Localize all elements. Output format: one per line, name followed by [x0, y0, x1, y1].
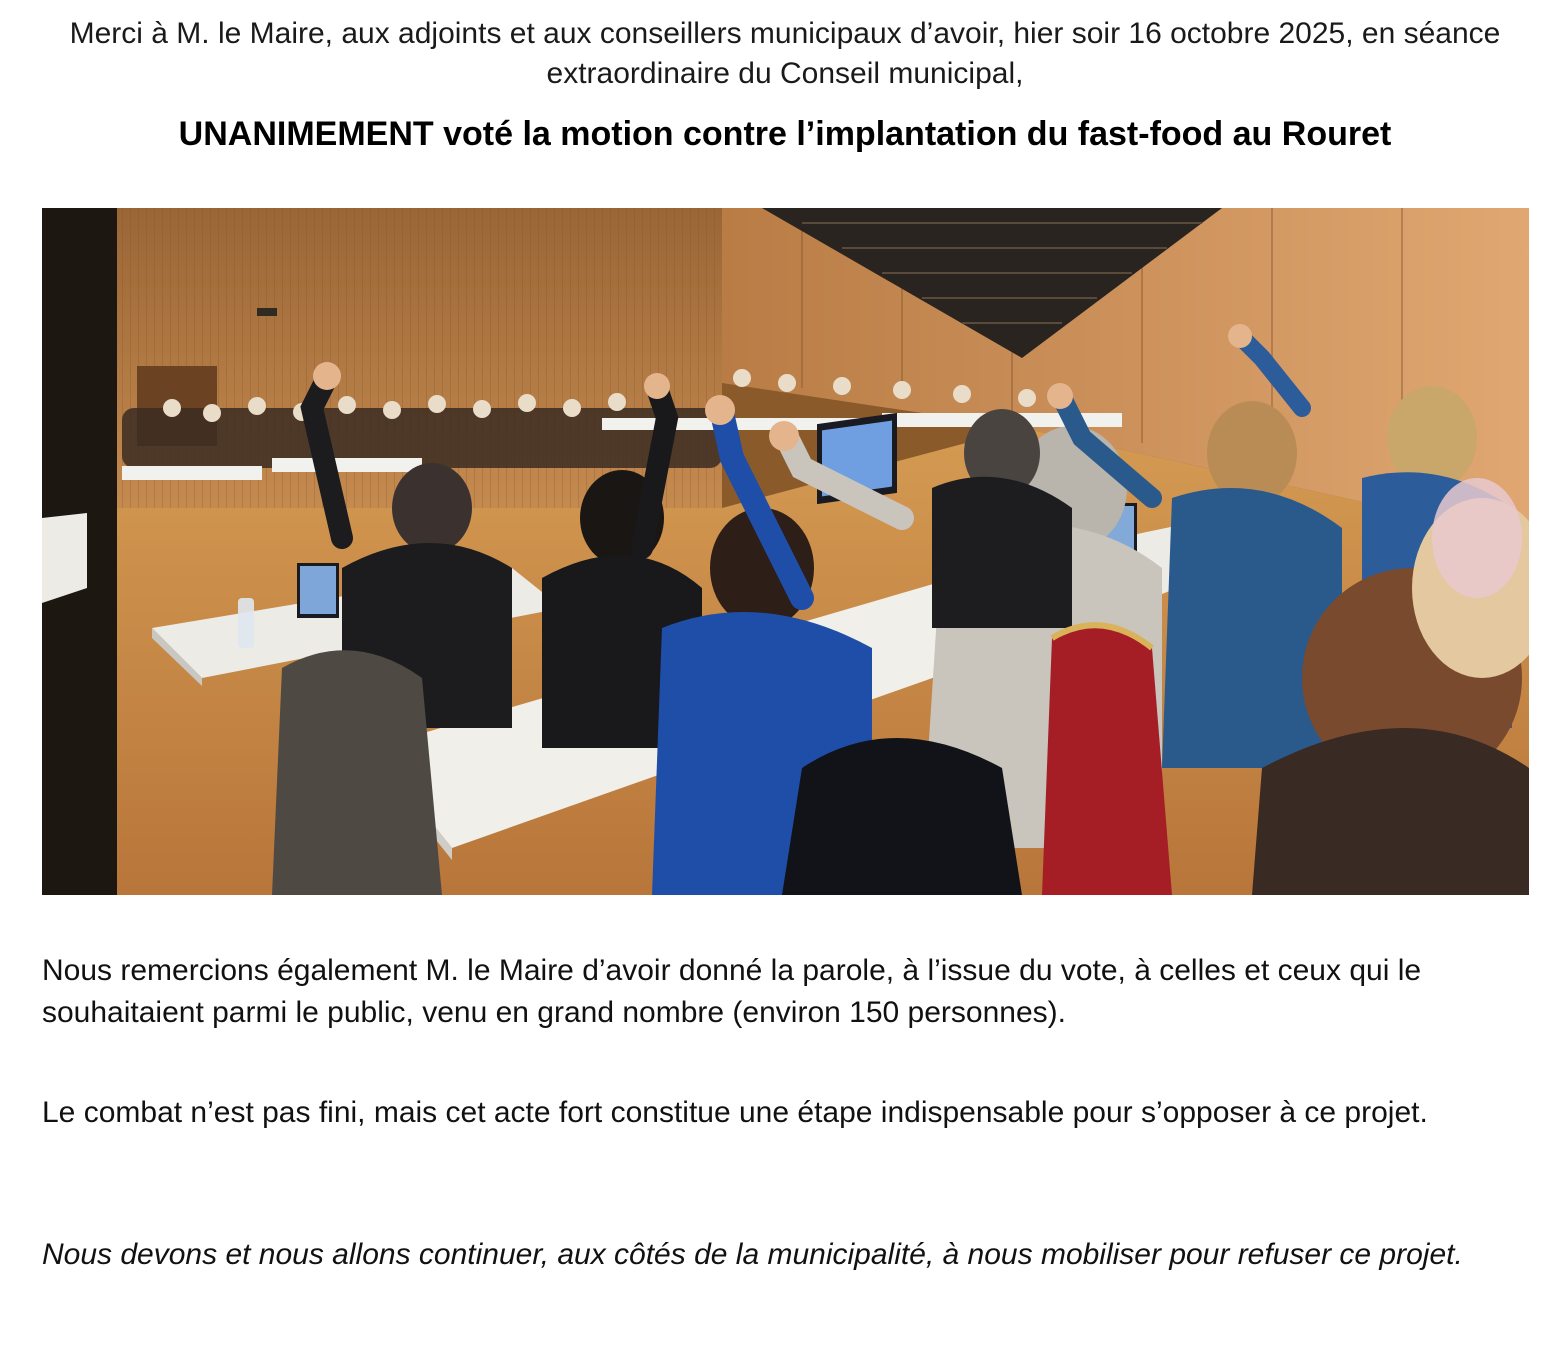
thanks-paragraph: Nous remercions également M. le Maire d’avoir donné la parole, à l’issue du vote, à celles et ceux qui le souhaitaient parmi le public, venu en grand nombre (environ 150 personnes).	[42, 954, 1422, 1029]
intro-text: Merci à M. le Maire, aux adjoints et aux conseillers municipaux d’avoir, hier soir 16 octobre 2025, en séance extraordinaire du Conseil municipal,	[69, 17, 1501, 90]
mobilisation-paragraph: Nous devons et nous allons continuer, aux côtés de la municipalité, à nous mobiliser pour refuser ce projet.	[42, 1238, 1463, 1271]
council-vote-photo	[42, 208, 1529, 895]
headline: UNANIMEMENT voté la motion contre l’implantation du fast-food au Rouret	[178, 115, 1392, 153]
combat-paragraph: Le combat n’est pas fini, mais cet acte fort constitue une étape indispensable pour s’opposer à ce projet.	[42, 1096, 1428, 1129]
